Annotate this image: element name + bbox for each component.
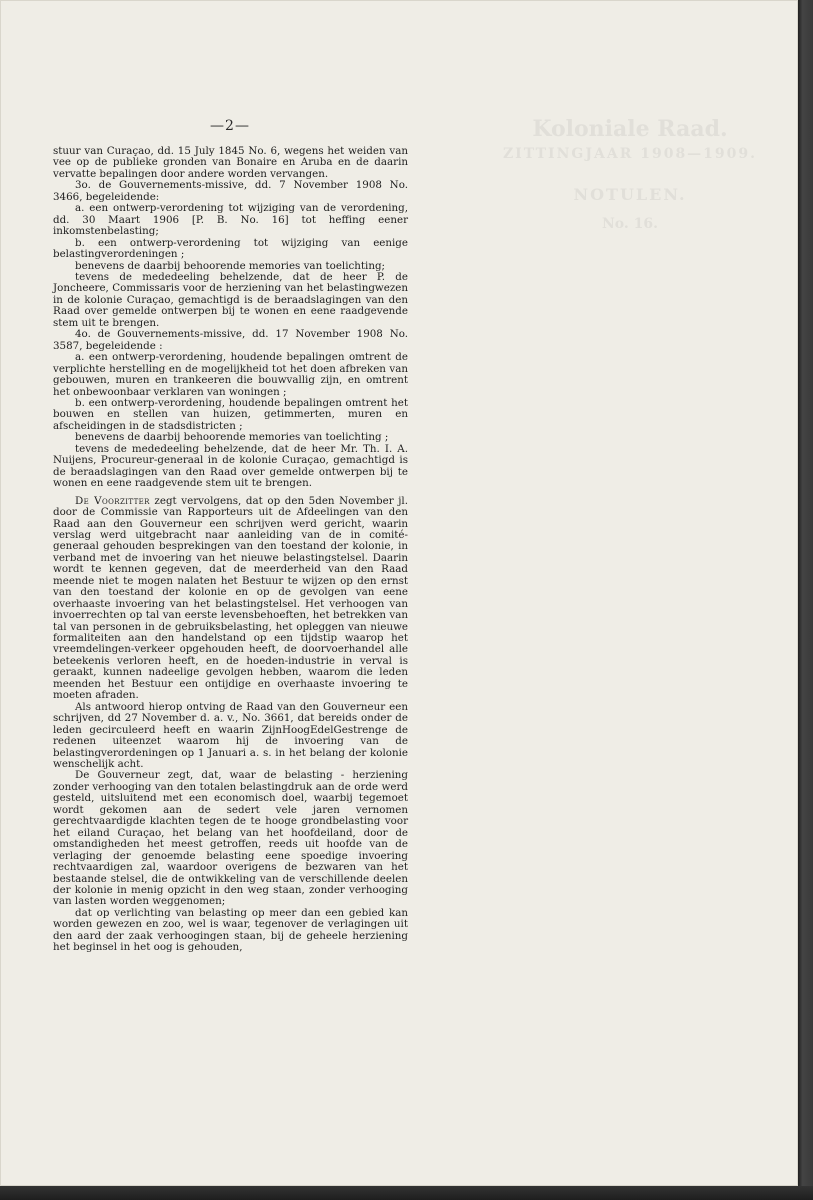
paragraph: De Voorzitter zegt vervolgens, dat op den 5den November jl. door de Commissie van Rapporteurs uit de Afdeelingen van den Raad aan den Gouverneur een schrijven werd gericht, waarin verslag werd uitgebracht naar aanleiding van de in comité-generaal gehouden besprekingen van den toestand der kolonie, in verband met de invoering van het nieuwe belastingstelsel. Daarin wordt te kennen gegeven, dat de meerderheid van den Raad meende niet te mogen nalaten het Bestuur te wijzen op den ernst van den toestand der kolonie en op de gevolgen van eene overhaaste invoering van het belastingstelsel. Het verhoogen van invoerrechten op tal van eerste levensbehoeften, het betrekken van tal van personen in de gebruiksbelasting, het opleggen van nieuwe formaliteiten aan den handelstand op een tijdstip waarop het vreemdelingen-verkeer opgehouden heeft, de doorvoerhandel alle beteekenis verloren heeft, en de hoeden-industrie in verval is geraakt, kunnen nadeelige gevolgen hebben, waarom die leden meenden het Bestuur een ontijdige en overhaaste invoering te moeten afraden. — [53, 494, 408, 702]
ghost-line-4: No. 16. — [602, 216, 658, 233]
paragraph: b. een ontwerp-verordening tot wijziging van eenige belastingverordeningen ; — [53, 236, 408, 261]
paragraph: b. een ontwerp-verordening, houdende bepalingen omtrent het bouwen en stellen van huizen, getimmerten, muren en afscheidingen in de stadsdistricten ; — [53, 396, 408, 432]
paragraph: stuur van Curaçao, dd. 15 July 1845 No. 6, wegens het weiden van vee op de publieke gronden van Bonaire en Aruba en de daarin vervatte bepalingen door andere worden vervangen. — [53, 145, 408, 180]
paragraph: 3o. de Gouvernements-missive, dd. 7 November 1908 No. 3466, begeleidende: — [53, 179, 408, 203]
bleed-through-text — [470, 115, 790, 234]
paragraph: dat op verlichting van belasting op meer dan een gebied kan worden gewezen en zoo, wel is waar, tegenover de verlagingen uit den aard der zaak verhoogingen staan, bij de geheele herziening het beginsel in het oog is gehouden, — [53, 906, 408, 954]
paragraph: De Gouverneur zegt, dat, waar de belasting - herziening zonder verhooging van den totalen belastingdruk aan de orde werd gesteld, uitsluitend met een economisch doel, waarbij tegemoet wordt gekomen aan de sedert vele jaren vernomen gerechtvaardigde klachten tegen de te hooge grondbelasting voor het eiland Curaçao, het belang van het hoofdeiland, door de omstandigheden het meest getroffen, reeds uit hoofde van de verlaging der genoemde belasting eene spoedige invoering rechtvaardigen zal, waardoor overigens de bezwaren van het bestaande stelsel, die de ontwikkeling van de verschillende deelen der kolonie in menig opzicht in den weg staan, zonder verhooging van lasten worden weggenomen; — [53, 769, 408, 908]
paragraph: Als antwoord hierop ontving de Raad van den Gouverneur een schrijven, dd 27 November d. a. v., No. 3661, dat bereids onder de leden gecirculeerd heeft en waarin ZijnHoogEdelGestrenge de redenen uiteenzet waarom hij de invoering van de belastingverordeningen op 1 Januari a. s. in het belang der kolonie wenschelijk acht. — [53, 700, 408, 771]
paragraph: a. een ontwerp-verordening tot wijziging van de verordening, dd. 30 Maart 1906 [P. B. No. 16] tot heffing eener inkomstenbelasting; — [53, 202, 408, 238]
scanner-edge-bottom — [0, 1186, 813, 1200]
paragraph: tevens de mededeeling behelzende, dat de heer Mr. Th. I. A. Nuijens, Procureur-generaal in de kolonie Curaçao, gemachtigd is de beraadslagingen van den Raad over gemelde ontwerpen bij te wonen en eene raadgevende stem uit te brengen. — [53, 442, 408, 490]
ghost-line-3: NOTULEN. — [573, 184, 687, 204]
ghost-line-1: Koloniale Raad. — [532, 116, 728, 142]
paragraph: benevens de daarbij behoorende memories van toelichting; — [75, 259, 386, 272]
paragraph: tevens de mededeeling behelzende, dat de heer P. de Joncheere, Commissaris voor de herziening van het belastingwezen in de kolonie Curaçao, gemachtigd is de beraadslagingen van den Raad over gemelde ontwerpen bij te wonen en eene raadgevende stem uit te brengen. — [53, 270, 408, 329]
speaker-name: De Voorzitter — [75, 494, 150, 507]
paragraph: 4o. de Gouvernements-missive, dd. 17 November 1908 No. 3587, begeleidende : — [53, 328, 408, 352]
paragraph: a. een ontwerp-verordening, houdende bepalingen omtrent de verplichte herstelling en de mogelijkheid tot het doen afbreken van gebouwen, muren en trankeeren die bouwvallig zijn, en omtrent het onbewoonbaar verklaren van woningen ; — [53, 351, 408, 398]
paragraph: benevens de daarbij behoorende memories van toelichting ; — [75, 431, 389, 444]
ghost-line-2: ZITTINGJAAR 1908—1909. — [502, 145, 758, 162]
scanner-edge-right — [798, 0, 813, 1200]
page-number: —2— — [210, 118, 250, 134]
text-column — [53, 146, 408, 954]
